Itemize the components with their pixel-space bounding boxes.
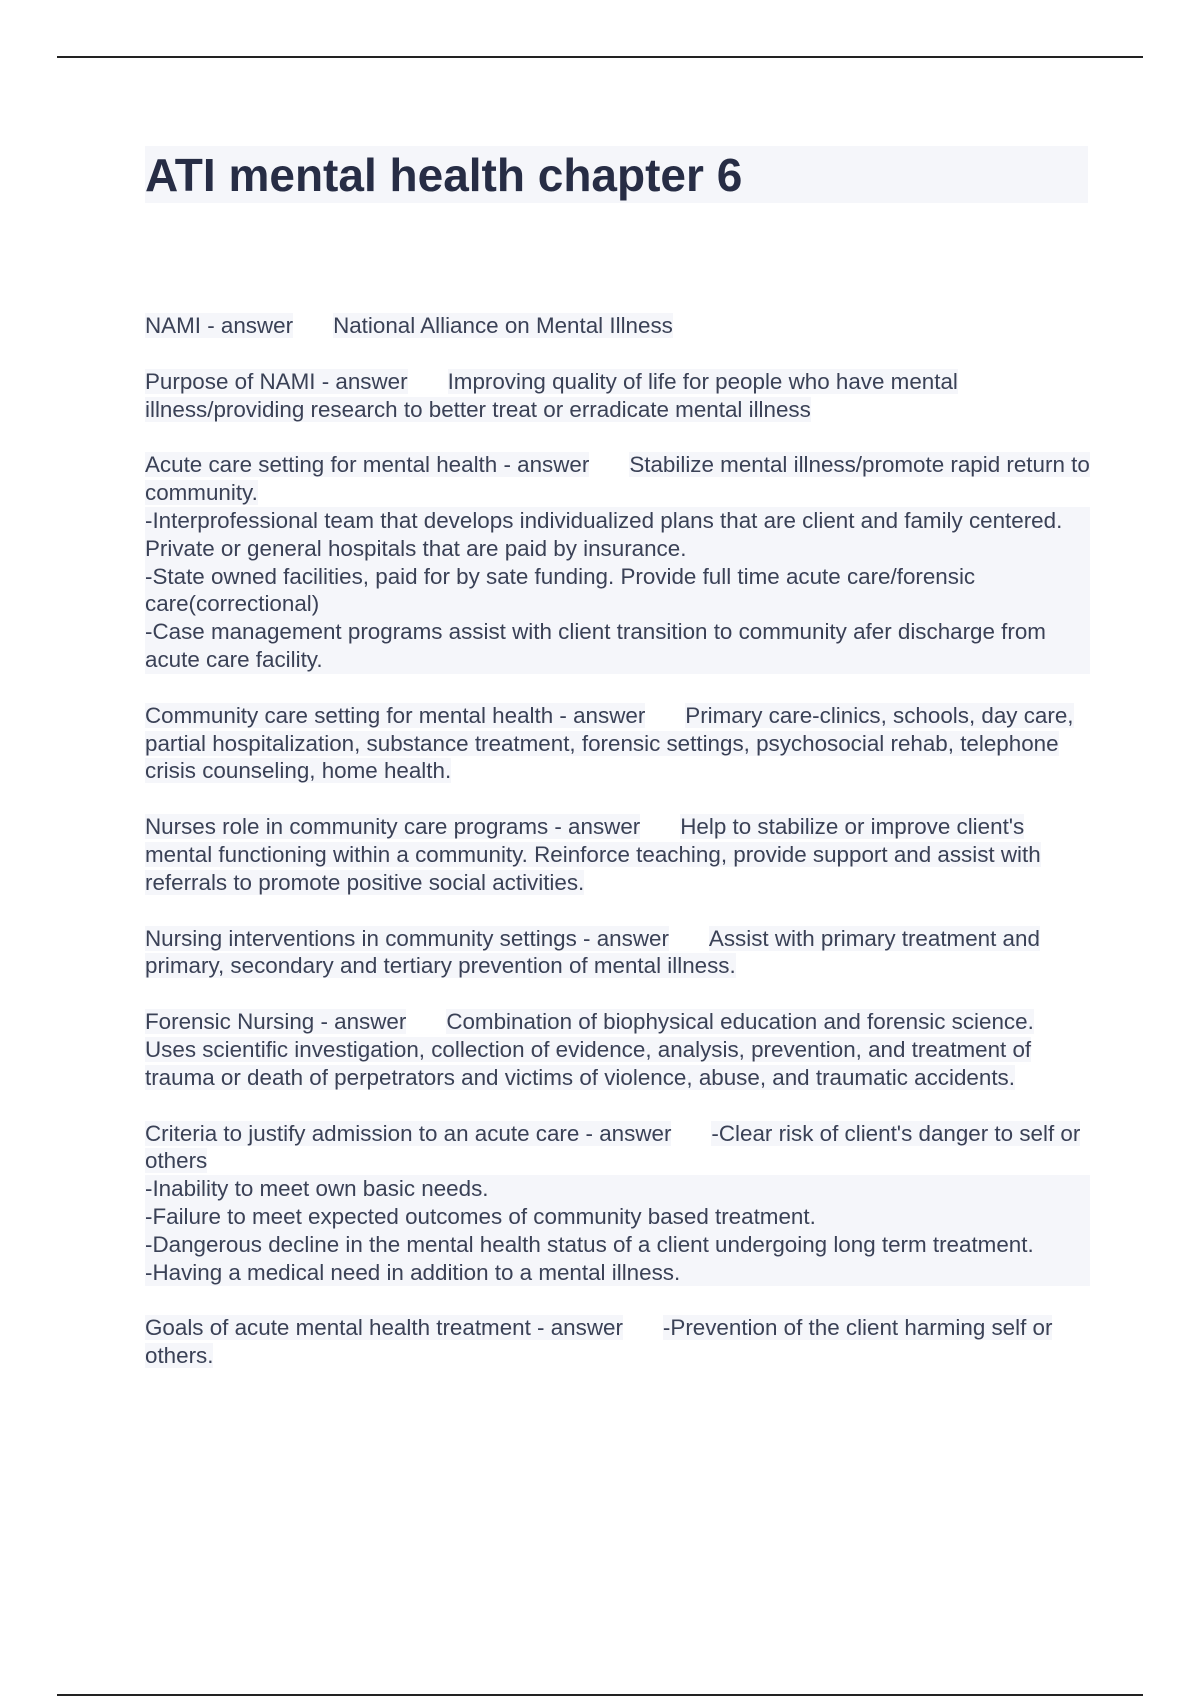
qa-item — [145, 1008, 1090, 1091]
qa-item — [145, 1120, 1090, 1287]
qa-item — [145, 813, 1090, 896]
qa-question: Acute care setting for mental health - answer — [145, 452, 590, 478]
qa-answer: National Alliance on Mental Illness — [333, 313, 673, 338]
qa-item — [145, 368, 1090, 424]
qa-question: Purpose of NAMI - answer — [145, 368, 408, 394]
top-rule — [57, 56, 1143, 58]
qa-answer: -Prevention of the client harming self or others. — [145, 1315, 1053, 1369]
qa-answer-line: -Inability to meet own basic needs. — [145, 1175, 1090, 1203]
qa-answer: Primary care-clinics, schools, day care, partial hospitalization, substance treatment, forensic settings, psychosocial rehab, telephone crisis counseling, home health. — [145, 702, 1074, 784]
qa-question: Criteria to justify admission to an acute care - answer — [145, 1120, 672, 1146]
qa-answer: Combination of biophysical education and forensic science. Uses scientific investigation, collection of evidence, analysis, prevention, and treatment of trauma or death of perpetrators and victims of violence, abuse, and traumatic accidents. — [145, 1009, 1034, 1090]
qa-answer: Help to stabilize or improve client's mental functioning within a community. Reinforce teaching, provide support and assist with referrals to promote positive social activities. — [145, 814, 1041, 895]
qa-item — [145, 312, 1090, 340]
qa-answer: -Clear risk of client's danger to self or others — [145, 1120, 1081, 1174]
qa-question: Forensic Nursing - answer — [145, 1009, 407, 1035]
qa-question: Nursing interventions in community settings - answer — [145, 925, 669, 951]
qa-question: Nurses role in community care programs - answer — [145, 814, 641, 840]
qa-answer-line: -Failure to meet expected outcomes of community based treatment. — [145, 1203, 1090, 1231]
qa-answer-line: -Case management programs assist with client transition to community afer discharge from acute care facility. — [145, 618, 1090, 674]
qa-item — [145, 925, 1090, 981]
qa-question: NAMI - answer — [145, 313, 294, 338]
qa-answer-line: -Dangerous decline in the mental health status of a client undergoing long term treatment. — [145, 1231, 1090, 1259]
qa-item — [145, 1314, 1090, 1370]
qa-answer: Improving quality of life for people who have mental illness/providing research to better treat or erradicate mental illness — [145, 368, 958, 422]
qa-answer-line: -Having a medical need in addition to a mental illness. — [145, 1259, 1090, 1287]
qa-answer-line: -State owned facilities, paid for by sate funding. Provide full time acute care/forensic care(correctional) — [145, 563, 1090, 619]
page-title: ATI mental health chapter 6 — [145, 149, 743, 201]
qa-answer: Stabilize mental illness/promote rapid return to community. — [145, 452, 1090, 506]
qa-answer: Assist with primary treatment and primary, secondary and tertiary prevention of mental illness. — [145, 925, 1040, 979]
qa-list — [145, 312, 1090, 1398]
bottom-rule — [57, 1694, 1143, 1696]
qa-answer-line: -Interprofessional team that develops individualized plans that are client and family centered. Private or general hospitals that are paid by insurance. — [145, 507, 1090, 563]
qa-item — [145, 451, 1090, 673]
qa-question: Community care setting for mental health - answer — [145, 702, 646, 728]
qa-item — [145, 702, 1090, 785]
qa-question: Goals of acute mental health treatment - answer — [145, 1315, 623, 1341]
